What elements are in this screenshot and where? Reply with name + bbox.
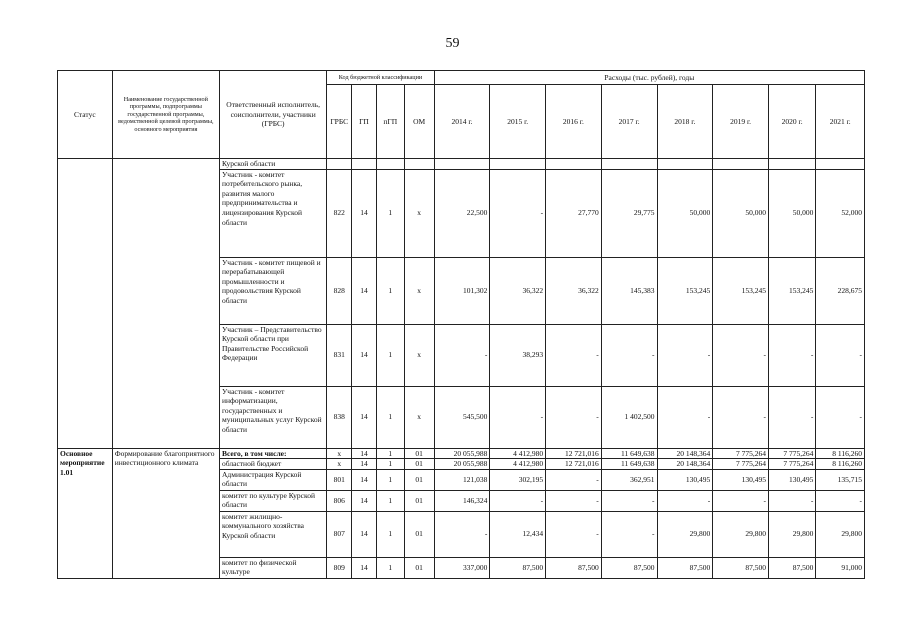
value-cell: 145,383 bbox=[601, 257, 657, 324]
header-year-2014: 2014 г. bbox=[434, 85, 490, 159]
value-cell: 11 649,638 bbox=[601, 459, 657, 470]
gp-cell: 14 bbox=[352, 169, 377, 257]
om-cell: х bbox=[404, 169, 434, 257]
pgp-cell: 1 bbox=[376, 557, 404, 578]
value-cell: 52,000 bbox=[816, 169, 865, 257]
value-cell bbox=[601, 159, 657, 170]
value-cell: 50,000 bbox=[713, 169, 769, 257]
value-cell: - bbox=[768, 386, 815, 448]
om-cell: 01 bbox=[404, 557, 434, 578]
gp-cell: 14 bbox=[352, 490, 377, 511]
executor-cell: комитет жилищно-коммунального хозяйства Курской области bbox=[220, 511, 327, 557]
header-executor: Ответственный исполнитель, соисполнители, участники (ГРБС) bbox=[220, 71, 327, 159]
pgp-cell: 1 bbox=[376, 448, 404, 459]
value-cell: 8 116,260 bbox=[816, 459, 865, 470]
om-cell: 01 bbox=[404, 448, 434, 459]
executor-cell: Участник - комитет пищевой и перерабатывающей промышленности и продовольствия Курской области bbox=[220, 257, 327, 324]
value-cell: - bbox=[657, 386, 713, 448]
executor-cell: комитет по культуре Курской области bbox=[220, 490, 327, 511]
value-cell: - bbox=[601, 511, 657, 557]
grbs-cell: 809 bbox=[327, 557, 352, 578]
grbs-cell bbox=[327, 159, 352, 170]
value-cell: 12,434 bbox=[490, 511, 546, 557]
gp-cell bbox=[352, 159, 377, 170]
om-cell: х bbox=[404, 324, 434, 386]
value-cell: 362,951 bbox=[601, 469, 657, 490]
value-cell: - bbox=[816, 386, 865, 448]
value-cell: 50,000 bbox=[768, 169, 815, 257]
value-cell: 4 412,980 bbox=[490, 459, 546, 470]
value-cell: 7 775,264 bbox=[768, 448, 815, 459]
om-cell: 01 bbox=[404, 511, 434, 557]
value-cell: 302,195 bbox=[490, 469, 546, 490]
header-year-2018: 2018 г. bbox=[657, 85, 713, 159]
gp-cell: 14 bbox=[352, 448, 377, 459]
value-cell: 12 721,016 bbox=[546, 459, 602, 470]
om-cell: 01 bbox=[404, 490, 434, 511]
pgp-cell: 1 bbox=[376, 386, 404, 448]
name-cell bbox=[112, 159, 219, 449]
om-cell: х bbox=[404, 257, 434, 324]
value-cell bbox=[768, 159, 815, 170]
executor-cell: областной бюджет bbox=[220, 459, 327, 470]
gp-cell: 14 bbox=[352, 324, 377, 386]
executor-cell: Курской области bbox=[220, 159, 327, 170]
pgp-cell: 1 bbox=[376, 459, 404, 470]
header-om: ОМ bbox=[404, 85, 434, 159]
value-cell: - bbox=[816, 324, 865, 386]
page-number: 59 bbox=[445, 36, 460, 51]
value-cell: - bbox=[713, 324, 769, 386]
gp-cell: 14 bbox=[352, 386, 377, 448]
pgp-cell: 1 bbox=[376, 469, 404, 490]
value-cell: 7 775,264 bbox=[768, 459, 815, 470]
value-cell: - bbox=[546, 490, 602, 511]
value-cell: - bbox=[546, 469, 602, 490]
table-row bbox=[58, 159, 865, 170]
value-cell: 36,322 bbox=[490, 257, 546, 324]
budget-table bbox=[57, 70, 865, 579]
value-cell: 87,500 bbox=[657, 557, 713, 578]
value-cell: 87,500 bbox=[490, 557, 546, 578]
grbs-cell: х bbox=[327, 448, 352, 459]
header-year-2021: 2021 г. bbox=[816, 85, 865, 159]
value-cell: 20 055,988 bbox=[434, 459, 490, 470]
value-cell: 20 148,364 bbox=[657, 448, 713, 459]
gp-cell: 14 bbox=[352, 557, 377, 578]
om-cell bbox=[404, 159, 434, 170]
value-cell: 7 775,264 bbox=[713, 448, 769, 459]
value-cell: 153,245 bbox=[657, 257, 713, 324]
gp-cell: 14 bbox=[352, 469, 377, 490]
value-cell: 50,000 bbox=[657, 169, 713, 257]
header-code-group: Код бюджетной классификации bbox=[327, 71, 434, 85]
value-cell: 12 721,016 bbox=[546, 448, 602, 459]
header-year-2019: 2019 г. bbox=[713, 85, 769, 159]
value-cell: 29,800 bbox=[713, 511, 769, 557]
value-cell: 1 402,500 bbox=[601, 386, 657, 448]
grbs-cell: 828 bbox=[327, 257, 352, 324]
grbs-cell: 822 bbox=[327, 169, 352, 257]
value-cell: 121,038 bbox=[434, 469, 490, 490]
header-year-2016: 2016 г. bbox=[546, 85, 602, 159]
grbs-cell: х bbox=[327, 459, 352, 470]
value-cell: 11 649,638 bbox=[601, 448, 657, 459]
om-cell: х bbox=[404, 386, 434, 448]
value-cell: 130,495 bbox=[768, 469, 815, 490]
om-cell: 01 bbox=[404, 469, 434, 490]
gp-cell: 14 bbox=[352, 257, 377, 324]
value-cell bbox=[657, 159, 713, 170]
header-status: Статус bbox=[58, 71, 113, 159]
executor-cell: Администрация Курской области bbox=[220, 469, 327, 490]
value-cell: 22,500 bbox=[434, 169, 490, 257]
grbs-cell: 806 bbox=[327, 490, 352, 511]
value-cell: 130,495 bbox=[657, 469, 713, 490]
value-cell: - bbox=[601, 324, 657, 386]
executor-cell: Участник – Представительство Курской области при Правительстве Российской Федерации bbox=[220, 324, 327, 386]
value-cell: - bbox=[434, 511, 490, 557]
header-year-2015: 2015 г. bbox=[490, 85, 546, 159]
value-cell: 29,800 bbox=[657, 511, 713, 557]
value-cell: 146,324 bbox=[434, 490, 490, 511]
value-cell: 91,000 bbox=[816, 557, 865, 578]
value-cell: 36,322 bbox=[546, 257, 602, 324]
name-cell: Формирование благоприятного инвестиционного климата bbox=[112, 448, 219, 578]
header-year-2017: 2017 г. bbox=[601, 85, 657, 159]
table-row-total bbox=[58, 448, 865, 459]
value-cell: - bbox=[434, 324, 490, 386]
value-cell bbox=[490, 159, 546, 170]
header-gp: ГП bbox=[352, 85, 377, 159]
value-cell: 153,245 bbox=[768, 257, 815, 324]
header-name: Наименование государственной программы, подпрограммы государственной программы, ведомственной целевой программы, основного мероприятия bbox=[112, 71, 219, 159]
om-cell: 01 bbox=[404, 459, 434, 470]
header-expenses-group: Расходы (тыс. рублей), годы bbox=[434, 71, 864, 85]
gp-cell: 14 bbox=[352, 511, 377, 557]
value-cell: - bbox=[657, 490, 713, 511]
grbs-cell: 838 bbox=[327, 386, 352, 448]
value-cell: 27,770 bbox=[546, 169, 602, 257]
gp-cell: 14 bbox=[352, 459, 377, 470]
value-cell: 7 775,264 bbox=[713, 459, 769, 470]
value-cell: - bbox=[546, 386, 602, 448]
value-cell: - bbox=[768, 490, 815, 511]
value-cell: 38,293 bbox=[490, 324, 546, 386]
value-cell: 130,495 bbox=[713, 469, 769, 490]
header-grbs: ГРБС bbox=[327, 85, 352, 159]
status-cell: Основное мероприятие 1.01 bbox=[58, 448, 113, 578]
value-cell: 29,800 bbox=[816, 511, 865, 557]
value-cell bbox=[434, 159, 490, 170]
header-year-2020: 2020 г. bbox=[768, 85, 815, 159]
value-cell: 545,500 bbox=[434, 386, 490, 448]
value-cell: 87,500 bbox=[713, 557, 769, 578]
value-cell: 101,302 bbox=[434, 257, 490, 324]
executor-cell: Участник - комитет потребительского рынка, развития малого предпринимательства и лицензирования Курской области bbox=[220, 169, 327, 257]
value-cell: 4 412,980 bbox=[490, 448, 546, 459]
pgp-cell bbox=[376, 159, 404, 170]
grbs-cell: 831 bbox=[327, 324, 352, 386]
value-cell: - bbox=[490, 386, 546, 448]
status-cell bbox=[58, 159, 113, 449]
value-cell bbox=[713, 159, 769, 170]
value-cell: - bbox=[601, 490, 657, 511]
value-cell: 8 116,260 bbox=[816, 448, 865, 459]
value-cell: 87,500 bbox=[546, 557, 602, 578]
value-cell: - bbox=[657, 324, 713, 386]
value-cell: 87,500 bbox=[768, 557, 815, 578]
value-cell: - bbox=[816, 490, 865, 511]
value-cell: - bbox=[490, 169, 546, 257]
value-cell: 20 055,988 bbox=[434, 448, 490, 459]
value-cell: 153,245 bbox=[713, 257, 769, 324]
value-cell bbox=[546, 159, 602, 170]
executor-cell: Участник - комитет информатизации, государственных и муниципальных услуг Курской области bbox=[220, 386, 327, 448]
value-cell: 29,775 bbox=[601, 169, 657, 257]
value-cell: - bbox=[768, 324, 815, 386]
value-cell: 20 148,364 bbox=[657, 459, 713, 470]
value-cell: 87,500 bbox=[601, 557, 657, 578]
value-cell: - bbox=[546, 324, 602, 386]
value-cell bbox=[816, 159, 865, 170]
pgp-cell: 1 bbox=[376, 490, 404, 511]
value-cell: 337,000 bbox=[434, 557, 490, 578]
pgp-cell: 1 bbox=[376, 169, 404, 257]
pgp-cell: 1 bbox=[376, 511, 404, 557]
value-cell: - bbox=[713, 386, 769, 448]
grbs-cell: 807 bbox=[327, 511, 352, 557]
value-cell: - bbox=[490, 490, 546, 511]
pgp-cell: 1 bbox=[376, 257, 404, 324]
header-pgp: пГП bbox=[376, 85, 404, 159]
executor-cell: комитет по физической культуре bbox=[220, 557, 327, 578]
value-cell: 29,800 bbox=[768, 511, 815, 557]
value-cell: 228,675 bbox=[816, 257, 865, 324]
grbs-cell: 801 bbox=[327, 469, 352, 490]
executor-cell: Всего, в том числе: bbox=[220, 448, 327, 459]
value-cell: 135,715 bbox=[816, 469, 865, 490]
pgp-cell: 1 bbox=[376, 324, 404, 386]
value-cell: - bbox=[713, 490, 769, 511]
value-cell: - bbox=[546, 511, 602, 557]
